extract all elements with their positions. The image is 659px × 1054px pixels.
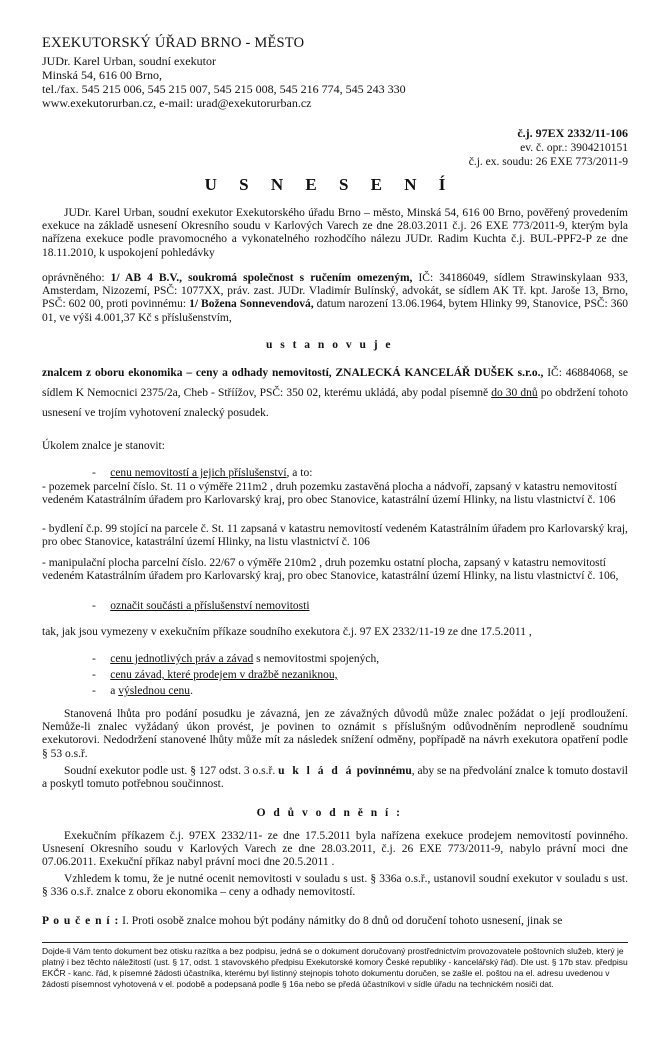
task-item-a-tail: , a to: (286, 467, 313, 479)
ustanovuje-heading: u s t a n o v u j e (265, 339, 394, 351)
task-item-b-label: označit součásti a příslušenství nemovitosti (110, 600, 310, 612)
obligation-subject: povinnému (353, 765, 412, 777)
reasoning-heading: O d ů v o d n ě n í : (256, 807, 403, 819)
property-item-1: - pozemek parcelní číslo. St. 11 o výměře 211m2 , druh pozemku zastavěná plocha a nádvoří, zapsaný v katastru nemovitostí vedeném Katastrálním úřadem pro Karlovarský kraj, pro obec Stanovice, katastrální území Hlinky, na listu vlastnictví č. 106 (42, 481, 617, 507)
task-item-c3-pre: a (110, 685, 119, 697)
reasoning-paragraph-1: Exekučním příkazem č.j. 97EX 2332/11- ze dne 17.5.2011 byla nařízena exekuce prodejem nemovitostí povinného. Usnesení Okresního soudu v Karlových Varech ze dne 28.03.2011, č.j. 26 EXE 773/2011-9, nabylo právní moci dne 07.06.2011. Exekuční příkaz nabyl právní moci dne 20.5.2011 . (42, 830, 628, 869)
expert-name: znalcem z oboru ekonomika – ceny a odhady nemovitostí, ZNALECKÁ KANCELÁŘ DUŠEK s.r.o., (42, 367, 544, 379)
ev-number: ev. č. opr.: 3904210151 (520, 142, 628, 154)
debtor-name: 1/ Božena Sonnevendová, (189, 298, 314, 311)
expert-details: IČ: 46884068, se sídlem K Nemocnici 2375/2a, Cheb - Stříížov, PSČ: 350 02, kterému ukládá, aby podal písemně (42, 367, 629, 399)
office-phones: tel./fax. 545 215 006, 545 215 007, 545 215 008, 545 216 774, 545 243 330 (42, 82, 406, 96)
obligation-pre: Soudní exekutor podle ust. § 127 odst. 3 o.s.ř. (64, 765, 279, 777)
footer-note: Dojde-li Vám tento dokument bez otisku razítka a bez podpisu, jedná se o dokument doručovaný prostřednictvím provozovatele poštovních služeb, který je platný i bez těchto náležitostí (ust. § 17, odst. 1 stavovského předpisu Exekutorské komory České republiky - kancelářský řád). Dle ust. § 17b stav. předpisu EKČR - kanc. řád, k písemné žádosti účastníka, kterému byl listinný stejnopis tohoto dokumentu doručen, se zašle el. poštou na el. adresu uvedenou v žádosti písemnost vyhotovená v el. podobě a podepsaná podle § 16a nebo se předá účastníkovi v sídle úřadu na technickém nosiči dat. (42, 946, 628, 989)
task-item-c3-label: výslednou cenu (118, 685, 191, 697)
footer-divider (42, 942, 628, 943)
instruction-label: P o u č e n í : (42, 915, 120, 927)
property-item-3: - manipulační plocha parcelní číslo. 22/67 o výměře 210m2 , druh pozemku ostatní plocha, zapsaný v katastru nemovitostí vedeném Katastrálním úřadem pro Karlovarský kraj, pro obec Stanovice, katastrální území Hlinky, na listu vlastnictví č. 106, (42, 557, 619, 583)
obligation-paragraph (42, 765, 628, 791)
property-item-2: - bydlení č.p. 99 stojící na parcele č. St. 11 zapsaná v katastru nemovitostí vedeném Katastrálním úřadem pro Karlovarský kraj, pro obec Stanovice, katastrální území Hlinky, na listu vlastnictví č. 106 (42, 523, 628, 549)
deadline: do 30 dnů (491, 387, 538, 399)
creditor-name: 1/ AB 4 B.V., soukromá společnost s ručením omezeným, (110, 272, 413, 284)
task-item-c1-label: cenu jednotlivých práv a závad (110, 653, 254, 665)
parties-paragraph (42, 272, 628, 325)
case-number: č.j. 97EX 2332/11-106 (517, 126, 628, 140)
creditor-label: oprávněného: (42, 272, 111, 284)
debtor-details: datum narození 13.06.1964, bytem Hlinky 99, Stanovice, PSČ: 360 01, ve výši 4.001,37 Kč s příslušenstvím, (42, 298, 628, 324)
task-item-b: - označit součásti a příslušenství nemovitosti (92, 600, 310, 612)
expert-paragraph (42, 363, 628, 423)
executor-name: JUDr. Karel Urban, soudní exekutor (42, 54, 216, 68)
task-item-c3-tail: . (190, 685, 193, 697)
scope-line: tak, jak jsou vymezeny v exekučním příkaze soudního exekutora č.j. 97 EX 2332/11-19 ze dne 17.5.2011 , (42, 626, 532, 638)
task-item-a: - cenu nemovitostí a jejich příslušenství, a to: (92, 467, 313, 479)
task-item-c1-tail: s nemovitostmi spojených, (253, 653, 380, 665)
task-item-c2-label: cenu závad, které prodejem v dražbě nezaniknou, (110, 669, 338, 681)
task-item-c1: - cenu jednotlivých práv a závad s nemovitostmi spojených, (92, 653, 380, 665)
court-number: č.j. ex. soudu: 26 EXE 773/2011-9 (468, 156, 628, 168)
task-item-c2: - cenu závad, které prodejem v dražbě nezaniknou, (92, 669, 338, 681)
office-title: EXEKUTORSKÝ ÚŘAD BRNO - MĚSTO (42, 35, 305, 51)
office-contact: www.exekutorurban.cz, e-mail: urad@exekutorurban.cz (42, 96, 312, 110)
obligation-post: , aby se na předvolání znalce k tomuto dostavil a poskytl tomuto potřebnou součinnost. (42, 765, 628, 791)
document-title: U S N E S E N Í (204, 175, 455, 194)
intro-text: JUDr. Karel Urban, soudní exekutor Exekutorského úřadu Brno – město, Minská 54, 616 00 Brno, pověřený provedením exekuce na základě usnesení Okresního soudu v Karlových Varech ze dne 28.03.2011 č.j. 26 EXE 773/2011-9, kterým byla nařízena exekuce podle pravomocného a vykonatelného rozhodčího nálezu JUDr. Radim Kuchta č.j. BUL-PPF2-P ze dne 18.11.2010, k uspokojení pohledávky (42, 207, 628, 259)
task-intro: Úkolem znalce je stanovit: (42, 440, 165, 452)
office-address: Minská 54, 616 00 Brno, (42, 68, 162, 82)
instruction-paragraph (42, 915, 628, 928)
obligation-word: u k l á d á (278, 765, 354, 777)
instruction-text: I. Proti osobě znalce mohou být podány námitky do 8 dnů od doručení tohoto usnesení, jinak se (119, 915, 563, 927)
deadline-paragraph: Stanovená lhůta pro podání posudku je závazná, jen ze závažných důvodů může znalec požádat o její prodloužení. Nemůže-li znalec vyžádaný úkon provést, je povinen to oznámit s příslušným odůvodněním neprodleně soudnímu exekutorovi. Nedodržení stanovené lhůty může mít za následek snížení odměny, popřípadě na návrh exekutora opatření podle § 53 o.s.ř. (42, 708, 628, 760)
intro-paragraph (42, 207, 628, 260)
expert-tail: po obdržení tohoto usnesení ve trojím vyhotovení znalecký posudek. (42, 387, 628, 419)
reasoning-paragraph-2: Vzhledem k tomu, že je nutné ocenit nemovitosti v souladu s ust. § 336a o.s.ř., ustanovil soudní exekutor v souladu s ust. § 336 o.s.ř. znalce z oboru ekonomika – ceny a odhady nemovitostí. (42, 873, 628, 899)
task-item-a-label: cenu nemovitostí a jejich příslušenství (110, 467, 287, 479)
creditor-details: IČ: 34186049, sídlem Strawinskylaan 933, Amsterdam, Nizozemí, PSČ: 1077XX, práv. zast. JUDr. Vladimír Bulínský, advokát, se sídlem AK Tř. kpt. Jaroše 13, Brno, PSČ: 602 00, proti povinnému: (42, 272, 628, 311)
task-item-c3: - a výslednou cenu. (92, 685, 193, 697)
